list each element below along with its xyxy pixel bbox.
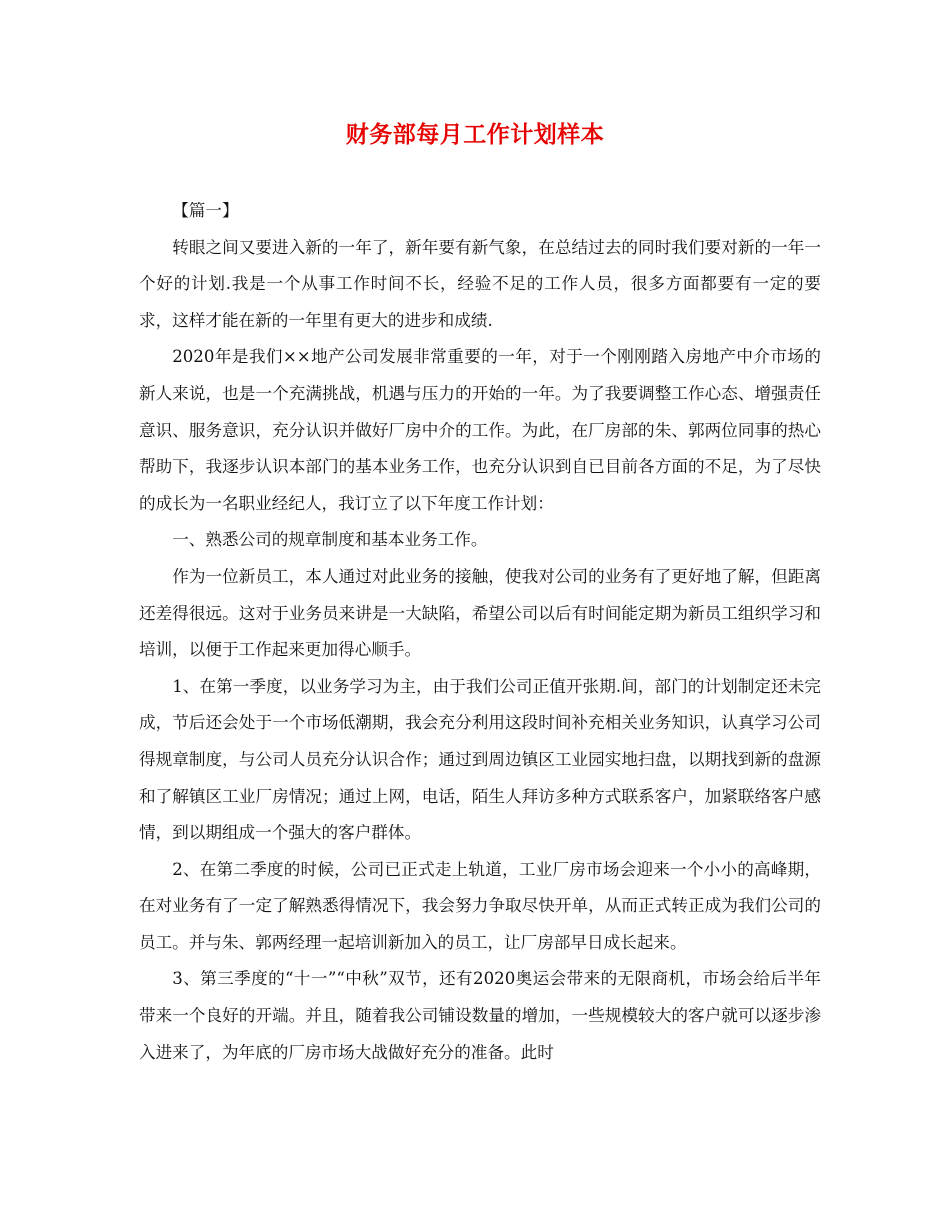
paragraph-new-employee: 作为一位新员工，本人通过对此业务的接触，使我对公司的业务有了更好地了解，但距离还差得很远。这对于业务员来讲是一大缺陷，希望公司以后有时间能定期为新员工组织学习和培训，以便于工作起来更加得心顺手。 bbox=[139, 566, 821, 660]
paragraph-heading-one: 一、熟悉公司的规章制度和基本业务工作。 bbox=[172, 530, 488, 550]
document-title: 财务部每月工作计划样本 bbox=[345, 121, 605, 148]
paragraph-intro: 转眼之间又要进入新的一年了，新年要有新气象，在总结过去的同时我们要对新的一年一个好的计划.我是一个从事工作时间不长，经验不足的工作人员，很多方面都要有一定的要求，这样才能在新的一年里有更大的进步和成绩. bbox=[139, 237, 821, 330]
paragraph-year-overview: 2020年是我们××地产公司发展非常重要的一年，对于一个刚刚踏入房地产中介市场的新人来说，也是一个充满挑战，机遇与压力的开始的一年。为了我要调整工作心态、增强责任意识、服务意识，充分认识并做好厂房中介的工作。为此，在厂房部的朱、郭两位同事的热心帮助下，我逐步认识本部门的基本业务工作，也充分认识到自已目前各方面的不足，为了尽快的成长为一名职业经纪人，我订立了以下年度工作计划： bbox=[139, 347, 821, 513]
paragraph-quarter-two: 2、在第二季度的时候，公司已正式走上轨道，工业厂房市场会迎来一个小小的高峰期，在对业务有了一定了解熟悉得情况下，我会努力争取尽快开单，从而正式转正成为我们公司的员工。并与朱、郭两经理一起培训新加入的员工，让厂房部早日成长起来。 bbox=[139, 859, 821, 952]
paragraph-quarter-one: 1、在第一季度，以业务学习为主，由于我们公司正值开张期.间，部门的计划制定还未完成，节后还会处于一个市场低潮期，我会充分利用这段时间补充相关业务知识，认真学习公司得规章制度，与公司人员充分认识合作；通过到周边镇区工业园实地扫盘，以期找到新的盘源和了解镇区工业厂房情况；通过上网，电话，陌生人拜访多种方式联系客户，加紧联络客户感情，到以期组成一个强大的客户群体。 bbox=[139, 676, 821, 843]
paragraph-section-heading: 【篇一】 bbox=[172, 201, 239, 220]
document-body bbox=[139, 193, 821, 1071]
paragraph-quarter-three: 3、第三季度的“十一”“中秋”双节，还有2020奥运会带来的无限商机，市场会给后半年带来一个良好的开端。并且，随着我公司铺设数量的增加，一些规模较大的客户就可以逐步渗入进来了，为年底的厂房市场大战做好充分的准备。此时 bbox=[139, 969, 821, 1062]
